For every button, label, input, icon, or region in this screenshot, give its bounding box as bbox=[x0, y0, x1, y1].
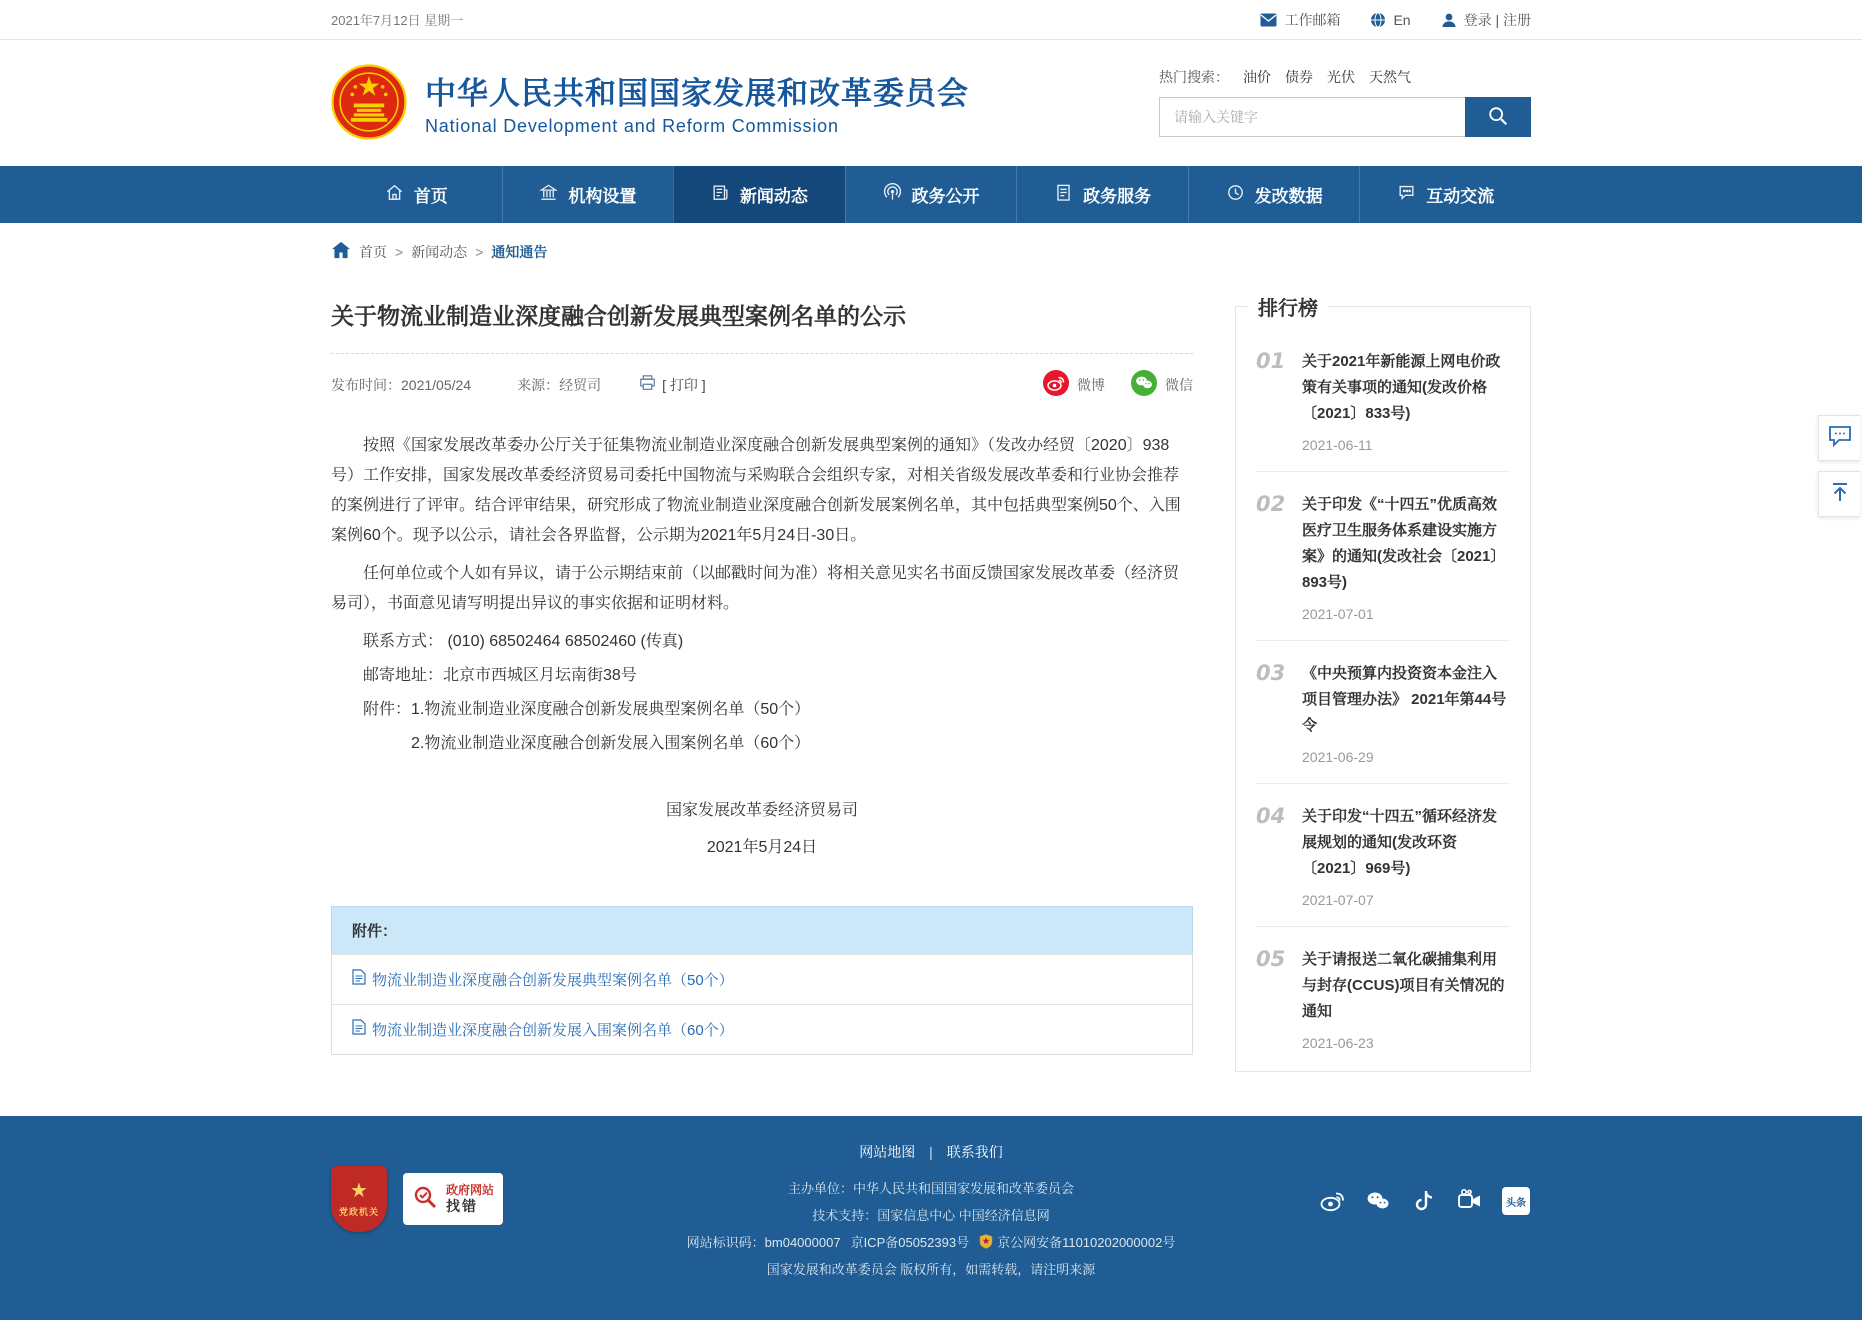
nav-item-home[interactable] bbox=[331, 166, 502, 223]
ranking-item-date: 2021-07-01 bbox=[1302, 606, 1374, 622]
nav-label-gov-disclosure: 政务公开 bbox=[911, 187, 980, 206]
police-badge-icon bbox=[979, 1234, 993, 1249]
weibo-icon bbox=[1043, 370, 1069, 399]
national-emblem-logo bbox=[331, 64, 407, 140]
ranking-item-link[interactable]: 关于2021年新能源上网电价政策有关事项的通知(发改价格〔2021〕833号) bbox=[1302, 353, 1501, 422]
breadcrumb-separator: > bbox=[475, 243, 484, 260]
nav-label-gov-service: 政务服务 bbox=[1083, 187, 1152, 206]
file-icon bbox=[352, 1019, 366, 1040]
print-button[interactable] bbox=[639, 375, 706, 395]
error-report-badge-line2: 找错 bbox=[445, 1197, 478, 1214]
list-item bbox=[1256, 784, 1510, 927]
ranking-item-date: 2021-07-07 bbox=[1302, 892, 1374, 908]
language-label: En bbox=[1393, 11, 1411, 28]
signature-date: 2021年5月24日 bbox=[706, 839, 818, 856]
nav-item-ndrc-data[interactable] bbox=[1188, 166, 1360, 223]
footer-police-link[interactable]: 京公网安备11010202000002号 bbox=[997, 1235, 1176, 1250]
attachments-box bbox=[331, 906, 1193, 1055]
breadcrumb-separator: > bbox=[395, 243, 404, 260]
footer-sitemap-link[interactable]: 网站地图 bbox=[859, 1144, 916, 1160]
nav-label-home: 首页 bbox=[413, 187, 448, 206]
attachment-line-1: 附件：1.物流业制造业深度融合创新发展典型案例名单（50个） bbox=[363, 701, 811, 718]
ranking-number: 02 bbox=[1256, 492, 1286, 516]
nav-item-organization[interactable] bbox=[502, 166, 674, 223]
article-source: 来源：经贸司 bbox=[517, 376, 602, 393]
login-register-label: 登录 | 注册 bbox=[1463, 11, 1531, 28]
hot-search-link-bond[interactable]: 债券 bbox=[1285, 69, 1313, 85]
badge-star-icon: ★ bbox=[350, 1179, 368, 1202]
mail-icon bbox=[1260, 13, 1277, 27]
ranking-number: 03 bbox=[1256, 661, 1286, 685]
article-meta bbox=[331, 354, 1193, 403]
site-header bbox=[0, 40, 1862, 166]
wechat-social-icon[interactable] bbox=[1363, 1186, 1393, 1216]
share-weibo-button[interactable] bbox=[1043, 370, 1105, 399]
breadcrumb-home-icon bbox=[331, 241, 351, 262]
broadcast-icon bbox=[883, 183, 902, 207]
ranking-item-link[interactable]: 《中央预算内投资资本金注入项目管理办法》 2021年第44号令 bbox=[1302, 665, 1507, 734]
ranking-number: 01 bbox=[1256, 349, 1286, 373]
article-paragraph-1: 按照《国家发展改革委办公厅关于征集物流业制造业深度融合创新发展典型案例的通知》（发改办经贸〔2020〕938号）工作安排，国家发展改革委经济贸易司委托中国物流与采购联合会组织专家，对相关省级发展改革委和行业协会推荐的案例进行了评审。结合评审结果，研究形成了物流业制造业深度融合创新发展案例名单，其中包括典型案例50个、入围案例60个。现予以公示，请社会各界监督，公示期为2021年5月24日-30日。 bbox=[331, 437, 1181, 544]
ranking-panel bbox=[1235, 298, 1531, 1072]
ranking-number: 05 bbox=[1256, 947, 1286, 971]
share-wechat-button[interactable] bbox=[1131, 370, 1193, 399]
back-to-top-icon bbox=[1829, 481, 1851, 508]
hot-search-link-oil[interactable]: 油价 bbox=[1243, 69, 1271, 85]
footer-site-id: 网站标识码：bm04000007 bbox=[686, 1235, 841, 1250]
work-mail-link[interactable] bbox=[1260, 10, 1340, 30]
attachment-row bbox=[332, 1004, 1192, 1054]
institution-icon bbox=[539, 183, 558, 207]
error-report-magnifier-icon bbox=[412, 1184, 438, 1215]
work-mail-label: 工作邮箱 bbox=[1284, 11, 1341, 28]
ranking-item-date: 2021-06-29 bbox=[1302, 749, 1374, 765]
ranking-item-link[interactable]: 关于请报送二氧化碳捕集利用与封存(CCUS)项目有关情况的通知 bbox=[1302, 951, 1505, 1020]
file-icon bbox=[352, 969, 366, 990]
article bbox=[331, 276, 1193, 1055]
breadcrumb-item-current: 通知通告 bbox=[491, 243, 548, 260]
document-icon bbox=[1054, 183, 1073, 207]
ranking-item-link[interactable]: 关于印发《“十四五”优质高效医疗卫生服务体系建设实施方案》的通知(发改社会〔2021〕893号) bbox=[1302, 496, 1506, 591]
hot-search-link-gas[interactable]: 天然气 bbox=[1369, 69, 1411, 85]
search-input[interactable] bbox=[1159, 97, 1465, 137]
weibo-label: 微博 bbox=[1077, 376, 1105, 393]
clock-icon bbox=[1226, 183, 1245, 207]
site-logo-link[interactable] bbox=[331, 64, 969, 140]
nav-label-organization: 机构设置 bbox=[568, 187, 637, 206]
footer-copyright: 国家发展和改革委员会 版权所有，如需转载，请注明来源 bbox=[766, 1262, 1096, 1277]
printer-icon bbox=[639, 375, 656, 394]
footer-tech-support: 技术支持：国家信息中心 中国经济信息网 bbox=[812, 1208, 1050, 1223]
list-item bbox=[1256, 641, 1510, 784]
list-item bbox=[1256, 472, 1510, 641]
ranking-item-date: 2021-06-11 bbox=[1302, 437, 1373, 453]
toutiao-social-icon[interactable] bbox=[1501, 1186, 1531, 1216]
article-body bbox=[331, 431, 1193, 857]
home-icon bbox=[385, 183, 404, 207]
main-nav bbox=[0, 166, 1862, 223]
hot-search-label: 热门搜索： bbox=[1159, 69, 1229, 85]
party-gov-badge-label: 党政机关 bbox=[338, 1206, 379, 1217]
ranking-title: 排行榜 bbox=[1248, 292, 1328, 321]
search-icon bbox=[1487, 105, 1509, 130]
error-report-badge-line1: 政府网站 bbox=[445, 1183, 494, 1198]
feedback-chat-button[interactable] bbox=[1818, 415, 1860, 461]
article-title: 关于物流业制造业深度融合创新发展典型案例名单的公示 bbox=[331, 298, 1193, 354]
attachment-line-2: 2.物流业制造业深度融合创新发展入围案例名单（60个） bbox=[411, 735, 811, 752]
print-label: [ 打印 ] bbox=[662, 376, 706, 393]
footer-icp-link[interactable]: 京ICP备05052393号 bbox=[850, 1235, 970, 1250]
attachments-box-title: 附件： bbox=[331, 906, 1193, 954]
search-button[interactable] bbox=[1465, 97, 1531, 137]
douyin-social-icon[interactable] bbox=[1409, 1186, 1439, 1216]
search-area bbox=[1159, 67, 1531, 137]
current-date: 2021年7月12日 星期一 bbox=[331, 13, 464, 28]
floating-toolbar bbox=[1818, 415, 1862, 527]
publish-date: 发布时间：2021/05/24 bbox=[331, 376, 472, 393]
nav-item-news[interactable] bbox=[673, 166, 845, 223]
ranking-item-link[interactable]: 关于印发“十四五”循环经济发展规划的通知(发改环资〔2021〕969号) bbox=[1302, 808, 1498, 877]
back-to-top-button[interactable] bbox=[1818, 471, 1860, 517]
nav-item-interaction[interactable] bbox=[1359, 166, 1531, 223]
nav-label-interaction: 互动交流 bbox=[1426, 187, 1495, 206]
comment-bubble-icon bbox=[1828, 425, 1852, 452]
signature-department: 国家发展改革委经济贸易司 bbox=[665, 802, 858, 819]
attachment-file-link-1[interactable]: 物流业制造业深度融合创新发展典型案例名单（50个） bbox=[372, 972, 734, 989]
attachment-row bbox=[332, 954, 1192, 1004]
contact-line: 联系方式： (010) 68502464 68502460 (传真) bbox=[363, 633, 684, 650]
nav-label-news: 新闻动态 bbox=[739, 187, 808, 206]
hot-search-link-pv[interactable]: 光伏 bbox=[1327, 69, 1355, 85]
weibo-social-icon[interactable] bbox=[1317, 1186, 1347, 1216]
login-register-link[interactable] bbox=[1441, 10, 1531, 30]
breadcrumb bbox=[0, 223, 1862, 270]
nav-item-gov-service[interactable] bbox=[1016, 166, 1188, 223]
toutiao-label: 头条 bbox=[1502, 1187, 1530, 1215]
nav-item-gov-disclosure[interactable] bbox=[845, 166, 1017, 223]
attachment-file-link-2[interactable]: 物流业制造业深度融合创新发展入围案例名单（60个） bbox=[372, 1022, 734, 1039]
breadcrumb-item-home[interactable]: 首页 bbox=[359, 243, 387, 260]
breadcrumb-item-news[interactable]: 新闻动态 bbox=[411, 243, 468, 260]
footer-contact-link[interactable]: 联系我们 bbox=[946, 1144, 1003, 1160]
news-icon bbox=[711, 183, 730, 207]
gov-site-error-report-badge[interactable] bbox=[403, 1173, 503, 1225]
party-gov-badge[interactable] bbox=[331, 1166, 387, 1232]
site-title-en: National Development and Reform Commission bbox=[425, 115, 839, 136]
kuaishou-social-icon[interactable] bbox=[1455, 1186, 1485, 1216]
top-bar bbox=[0, 0, 1862, 40]
footer-organizer: 主办单位：中华人民共和国国家发展和改革委员会 bbox=[787, 1181, 1074, 1196]
user-icon bbox=[1441, 12, 1457, 28]
site-footer bbox=[0, 1116, 1862, 1320]
address-line: 邮寄地址：北京市西城区月坛南街38号 bbox=[363, 667, 637, 684]
article-paragraph-2: 任何单位或个人如有异议，请于公示期结束前（以邮戳时间为准）将相关意见实名书面反馈国家发展改革委（经济贸易司），书面意见请写明提出异议的事实依据和证明材料。 bbox=[331, 565, 1180, 612]
chat-icon bbox=[1397, 183, 1416, 207]
footer-link-separator: | bbox=[929, 1144, 933, 1160]
ranking-number: 04 bbox=[1256, 804, 1286, 828]
wechat-icon bbox=[1131, 370, 1157, 399]
wechat-label: 微信 bbox=[1165, 376, 1193, 393]
language-toggle[interactable] bbox=[1370, 12, 1410, 28]
list-item bbox=[1256, 927, 1510, 1069]
nav-label-ndrc-data: 发改数据 bbox=[1254, 187, 1323, 206]
site-title-cn: 中华人民共和国国家发展和改革委员会 bbox=[425, 75, 969, 111]
globe-icon bbox=[1370, 12, 1386, 28]
list-item bbox=[1256, 329, 1510, 472]
ranking-item-date: 2021-06-23 bbox=[1302, 1035, 1374, 1051]
